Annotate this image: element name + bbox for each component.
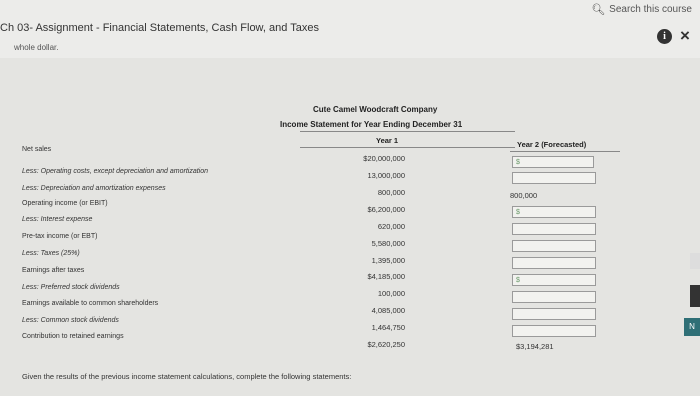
course-header: [0, 0, 700, 58]
y1-eac: 4,085,000: [371, 306, 405, 315]
info-icon[interactable]: i: [657, 29, 672, 44]
y2-taxes-input[interactable]: [512, 257, 596, 269]
close-icon[interactable]: ×: [680, 26, 690, 45]
y1-ebt: 5,580,000: [371, 239, 405, 248]
edge-badge[interactable]: N: [684, 318, 700, 336]
search-label: Search this course: [609, 4, 692, 15]
y2-eac-input[interactable]: [512, 308, 596, 320]
y1-operating-costs: 13,000,000: [367, 171, 405, 180]
y1-eat: $4,185,000: [367, 272, 405, 281]
y2-ebit-input[interactable]: $: [512, 206, 596, 218]
edge-dark-tab: [690, 285, 700, 307]
y2-interest-input[interactable]: [512, 223, 596, 235]
y2-preferred-div-input[interactable]: [512, 291, 596, 303]
search-course[interactable]: [591, 3, 692, 16]
company-name: Cute Camel Woodcraft Company: [313, 105, 438, 114]
y2-operating-costs-input[interactable]: [512, 172, 596, 184]
statement-title: Income Statement for Year Ending December 31: [280, 120, 463, 129]
edge-tab: [690, 253, 700, 269]
year2-divider: [510, 151, 620, 152]
y1-ebit: $6,200,000: [367, 205, 405, 214]
label-ebt: Pre-tax income (or EBT): [22, 233, 98, 240]
column-year1: Year 1: [376, 136, 399, 145]
instruction-hint: whole dollar.: [14, 43, 59, 52]
column-year2: Year 2 (Forecasted): [517, 140, 587, 149]
label-common-div: Less: Common stock dividends: [22, 317, 119, 324]
label-retained: Contribution to retained earnings: [22, 333, 124, 340]
y1-net-sales: $20,000,000: [363, 154, 405, 163]
y2-net-sales-input[interactable]: $: [512, 156, 594, 168]
y2-common-div-input[interactable]: [512, 325, 596, 337]
assignment-title: Ch 03- Assignment - Financial Statements, Cash Flow, and Taxes: [0, 22, 319, 34]
label-eac: Earnings available to common shareholders: [22, 300, 159, 307]
y1-interest: 620,000: [377, 222, 405, 231]
y1-taxes: 1,395,000: [371, 256, 405, 265]
year1-divider: [300, 147, 515, 148]
label-interest: Less: Interest expense: [22, 216, 93, 223]
y1-common-div: 1,464,750: [371, 323, 405, 332]
label-ebit: Operating income (or EBIT): [22, 200, 108, 207]
y2-retained: $3,194,281: [516, 342, 554, 351]
y1-retained: $2,620,250: [367, 340, 405, 349]
header-divider: [300, 131, 515, 132]
y2-depreciation: 800,000: [510, 191, 538, 200]
label-eat: Earnings after taxes: [22, 267, 85, 274]
instructions-text: Given the results of the previous income statement calculations, complete the following statements:: [22, 372, 352, 381]
search-icon: 🔍︎: [591, 4, 606, 16]
label-depreciation: Less: Depreciation and amortization expenses: [22, 185, 166, 192]
y1-preferred-div: 100,000: [377, 289, 405, 298]
label-operating-costs: Less: Operating costs, except depreciation and amortization: [22, 168, 208, 175]
y2-eat-input[interactable]: $: [512, 274, 596, 286]
y2-ebt-input[interactable]: [512, 240, 596, 252]
y1-depreciation: 800,000: [377, 188, 405, 197]
label-taxes: Less: Taxes (25%): [22, 250, 80, 257]
label-preferred-div: Less: Preferred stock dividends: [22, 284, 120, 291]
label-net-sales: Net sales: [22, 146, 52, 153]
